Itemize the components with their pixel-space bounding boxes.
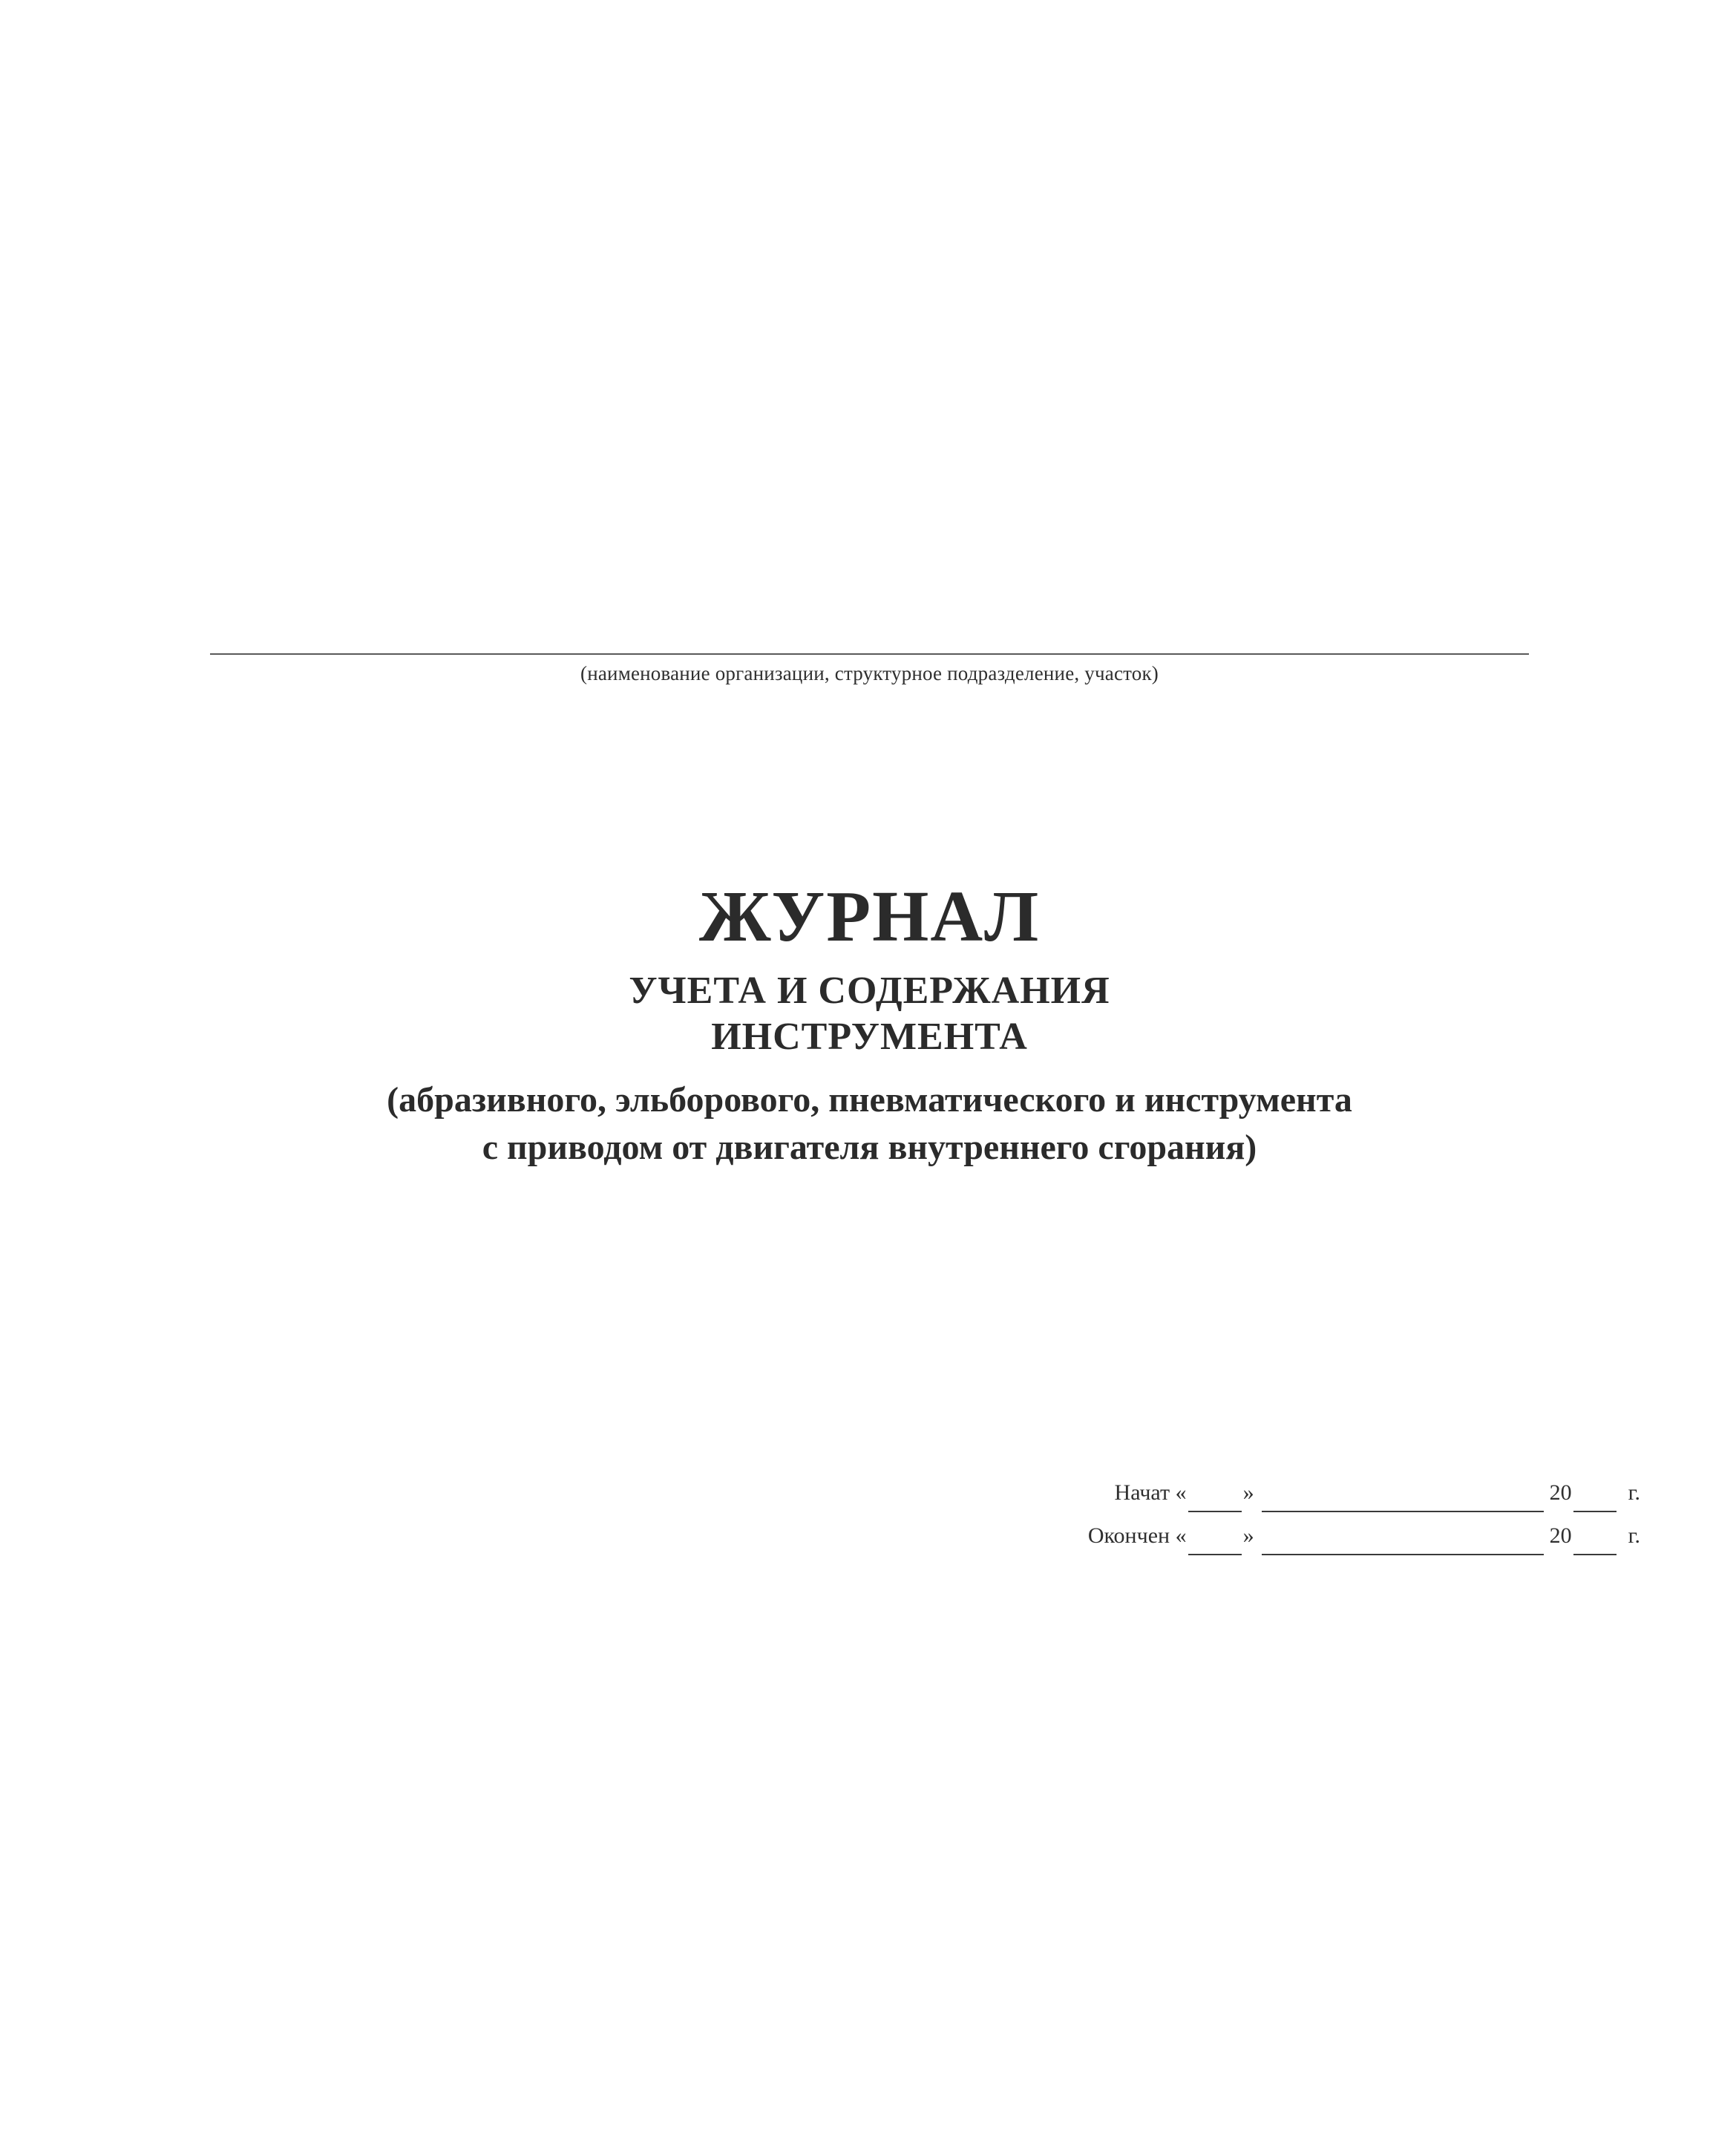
dates-block — [1024, 1474, 1640, 1560]
finished-year-field[interactable] — [1573, 1535, 1617, 1555]
organisation-write-in-line[interactable] — [210, 653, 1529, 655]
title-parenthetical-line-2: с приводом от двигателя внутреннего сгорания) — [482, 1128, 1257, 1167]
finished-year-prefix: 20 — [1549, 1523, 1572, 1548]
started-label: Начат « — [1114, 1480, 1187, 1505]
started-date-row — [1024, 1474, 1640, 1512]
started-year-field[interactable] — [1573, 1491, 1617, 1512]
title-parenthetical — [136, 1076, 1603, 1171]
organisation-field-block — [210, 653, 1529, 686]
organisation-caption: (наименование организации, структурное подразделение, участок) — [580, 662, 1159, 684]
title-block — [136, 876, 1603, 1171]
title-parenthetical-line-1: (абразивного, эльборового, пневматического и инструмента — [387, 1080, 1352, 1120]
title-subtitle-line-1: УЧЕТА И СОДЕРЖАНИЯ — [629, 970, 1110, 1012]
finished-day-field[interactable] — [1188, 1535, 1242, 1555]
finished-quote-close: » — [1242, 1523, 1254, 1548]
started-day-field[interactable] — [1188, 1491, 1242, 1512]
page-title: ЖУРНАЛ — [698, 877, 1041, 957]
started-year-suffix: г. — [1628, 1480, 1640, 1505]
title-subtitle-line-2: ИНСТРУМЕНТА — [711, 1016, 1028, 1058]
started-year-prefix: 20 — [1549, 1480, 1572, 1505]
finished-year-suffix: г. — [1628, 1523, 1640, 1548]
started-month-field[interactable] — [1262, 1491, 1544, 1512]
finished-date-row — [1024, 1517, 1640, 1555]
started-quote-close: » — [1242, 1480, 1254, 1505]
finished-month-field[interactable] — [1262, 1535, 1544, 1555]
finished-label: Окончен « — [1087, 1523, 1187, 1548]
